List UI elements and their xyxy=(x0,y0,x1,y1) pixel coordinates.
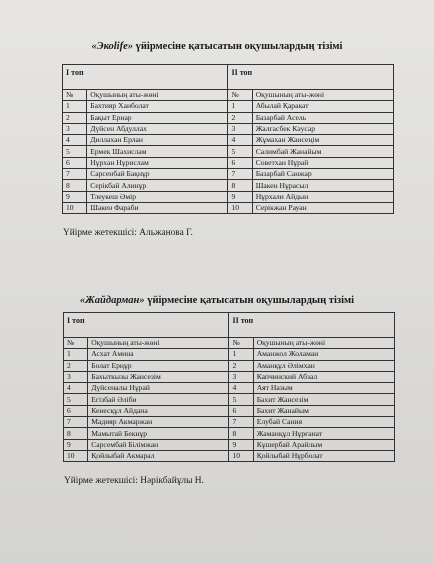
group2-number-cell: 2 xyxy=(229,360,253,371)
group2-name-cell: Нұрхали Айдын xyxy=(252,191,393,202)
group2-name-cell: Базарбай Асель xyxy=(252,112,393,123)
group2-name-cell: Бахит Жанайым xyxy=(253,405,394,416)
group1-name-cell: Бахыткызы Жансезім xyxy=(88,371,229,382)
group2-number-cell: 4 xyxy=(229,383,253,394)
group1-name-cell: Бахтияр Ханболат xyxy=(87,101,228,112)
table-row xyxy=(64,417,395,428)
group1-number-cell: 2 xyxy=(63,112,87,123)
group1-name-cell: Серікбай Алинұр xyxy=(87,180,228,191)
group2-name-cell: Кұшербай Арайлым xyxy=(253,439,394,450)
group1-name-cell: Болат Ерңұр xyxy=(88,360,229,371)
group1-number-cell: 7 xyxy=(64,417,88,428)
group2-name-cell: Базарбай Санжар xyxy=(252,169,393,180)
name-header: Оқушының аты-жөні xyxy=(253,338,394,349)
table-row xyxy=(63,180,394,191)
table-row xyxy=(63,123,394,134)
group2-number-cell: 8 xyxy=(228,180,252,191)
group-header-row xyxy=(64,313,395,338)
club2-table xyxy=(63,312,395,462)
column-header-row xyxy=(63,90,394,101)
group2-name-cell: Бахит Жансезім xyxy=(253,394,394,405)
group1-name-cell: Мамытай Бекнұр xyxy=(88,428,229,439)
table-row xyxy=(64,428,395,439)
group2-number-cell: 8 xyxy=(229,428,253,439)
group1-name-cell: Асхат Амина xyxy=(88,349,229,360)
group2-name-cell: Серікжан Рауан xyxy=(252,202,393,213)
club1-table xyxy=(62,64,394,214)
group1-number-cell: 6 xyxy=(64,405,88,416)
table-row xyxy=(63,146,394,157)
table-row xyxy=(63,101,394,112)
table-row xyxy=(63,169,394,180)
group1-number-cell: 5 xyxy=(64,394,88,405)
group1-name-cell: Диллахан Ерлан xyxy=(87,135,228,146)
group1-number-cell: 1 xyxy=(64,349,88,360)
table-row xyxy=(63,202,394,213)
group2-number-cell: 7 xyxy=(228,169,252,180)
group1-header: I топ xyxy=(63,65,228,90)
group2-number-cell: 9 xyxy=(229,439,253,450)
group2-number-cell: 5 xyxy=(228,146,252,157)
group2-number-cell: 1 xyxy=(229,349,253,360)
group1-name-cell: Шакен Фараби xyxy=(87,202,228,213)
group1-number-cell: 3 xyxy=(64,371,88,382)
group2-name-cell: Жаманқұл Нұрғанат xyxy=(253,428,394,439)
num-header: № xyxy=(228,90,252,101)
group2-number-cell: 6 xyxy=(228,157,252,168)
group1-number-cell: 10 xyxy=(64,450,88,461)
table-row xyxy=(63,112,394,123)
group1-name-cell: Дүйсеналы Нұрай xyxy=(88,383,229,394)
group2-number-cell: 6 xyxy=(229,405,253,416)
group1-name-cell: Нұрхан Нұрислам xyxy=(87,157,228,168)
group2-number-cell: 3 xyxy=(229,371,253,382)
group2-name-cell: Аманқұл Әлімхан xyxy=(253,360,394,371)
num-header: № xyxy=(229,338,253,349)
num-header: № xyxy=(63,90,87,101)
table-row xyxy=(63,135,394,146)
group2-number-cell: 7 xyxy=(229,417,253,428)
club2-leader: Үйірме жетекшісі: Нәрікбайұлы Н. xyxy=(64,476,204,486)
group2-number-cell: 2 xyxy=(228,112,252,123)
table-row xyxy=(63,157,394,168)
group1-number-cell: 7 xyxy=(63,169,87,180)
group1-number-cell: 5 xyxy=(63,146,87,157)
group1-number-cell: 2 xyxy=(64,360,88,371)
group2-name-cell: Елубай Сания xyxy=(253,417,394,428)
group2-name-cell: Капчинский Абзал xyxy=(253,371,394,382)
table-row xyxy=(64,383,395,394)
column-header-row xyxy=(64,338,395,349)
group2-number-cell: 10 xyxy=(228,202,252,213)
group1-number-cell: 4 xyxy=(64,383,88,394)
group1-number-cell: 9 xyxy=(64,439,88,450)
table-row xyxy=(64,405,395,416)
group2-name-cell: Абылай Қаракат xyxy=(252,101,393,112)
group1-number-cell: 9 xyxy=(63,191,87,202)
group1-name-cell: Сарсембай Білімжан xyxy=(88,439,229,450)
group1-number-cell: 10 xyxy=(63,202,87,213)
group1-number-cell: 8 xyxy=(64,428,88,439)
club1-title-name: «Экоlife» xyxy=(91,41,133,52)
club1-title-rest: үйірмесіне қатысатын оқушылардың тізімі xyxy=(133,41,343,52)
club1-title xyxy=(0,41,434,52)
group2-name-cell: Аманжол Жоламан xyxy=(253,349,394,360)
table-row xyxy=(64,450,395,461)
group1-name-cell: Сарсенбай Бақнұр xyxy=(87,169,228,180)
group1-name-cell: Бақыт Ернар xyxy=(87,112,228,123)
table-row xyxy=(64,371,395,382)
group1-number-cell: 6 xyxy=(63,157,87,168)
group-header-row xyxy=(63,65,394,90)
group1-name-cell: Тлеукеш Әмір xyxy=(87,191,228,202)
club2-title-rest: үйірмесіне қатысатын оқушылардың тізімі xyxy=(144,295,355,306)
group2-header: II топ xyxy=(229,313,395,338)
group2-header: II топ xyxy=(228,65,394,90)
group2-number-cell: 5 xyxy=(229,394,253,405)
name-header: Оқушының аты-жөні xyxy=(252,90,393,101)
group2-name-cell: Жұмахан Жансеңім xyxy=(252,135,393,146)
group1-name-cell: Кенесқұл Айдана xyxy=(88,405,229,416)
group1-header: I топ xyxy=(64,313,229,338)
group1-name-cell: Дүйсен Абдуллах xyxy=(87,123,228,134)
group1-name-cell: Егізбай Әліби xyxy=(88,394,229,405)
group2-name-cell: Жалғасбек Кәусар xyxy=(252,123,393,134)
group1-number-cell: 3 xyxy=(63,123,87,134)
club1-leader: Үйірме жетекшісі: Альжанова Г. xyxy=(63,228,193,238)
group2-name-cell: Салимбай Жанайым xyxy=(252,146,393,157)
group1-name-cell: Қойлыбай Акмарал xyxy=(88,450,229,461)
group1-number-cell: 4 xyxy=(63,135,87,146)
group1-number-cell: 8 xyxy=(63,180,87,191)
group2-number-cell: 3 xyxy=(228,123,252,134)
name-header: Оқушының аты-жөні xyxy=(87,90,228,101)
table-row xyxy=(63,191,394,202)
group2-number-cell: 4 xyxy=(228,135,252,146)
table-row xyxy=(64,394,395,405)
group2-number-cell: 1 xyxy=(228,101,252,112)
group1-number-cell: 1 xyxy=(63,101,87,112)
group2-number-cell: 9 xyxy=(228,191,252,202)
table-row xyxy=(64,439,395,450)
club2-title-name: «Жайдарман» xyxy=(79,295,145,306)
group2-name-cell: Аят Назым xyxy=(253,383,394,394)
name-header: Оқушының аты-жөні xyxy=(88,338,229,349)
table-row xyxy=(64,349,395,360)
group2-number-cell: 10 xyxy=(229,450,253,461)
group2-name-cell: Советхан Нұрай xyxy=(252,157,393,168)
group1-name-cell: Ермек Шахислам xyxy=(87,146,228,157)
group2-name-cell: Шакен Нұрасыл xyxy=(252,180,393,191)
num-header: № xyxy=(64,338,88,349)
table-row xyxy=(64,360,395,371)
group1-name-cell: Мадияр Акмаржан xyxy=(88,417,229,428)
group2-name-cell: Қойлыбай Нұрболат xyxy=(253,450,394,461)
club2-title xyxy=(0,295,434,306)
